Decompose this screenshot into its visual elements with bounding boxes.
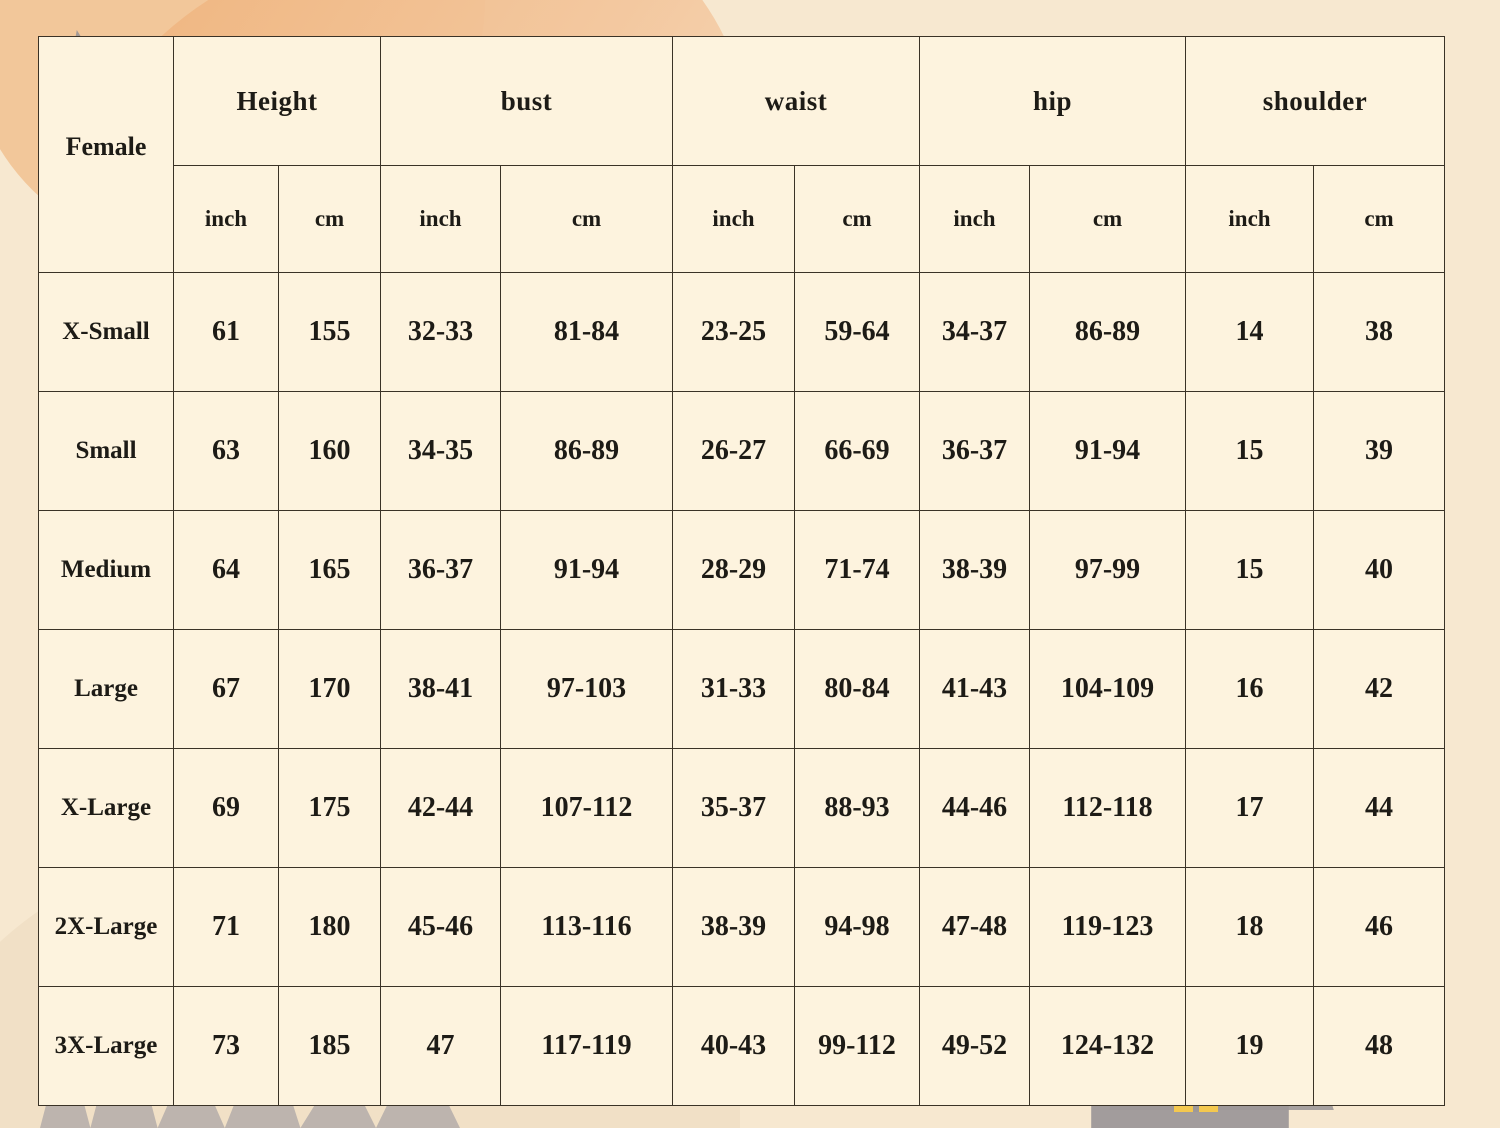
cell-shoulder-cm: 48: [1314, 987, 1445, 1106]
size-label: X-Small: [39, 273, 174, 392]
cell-hip-cm: 97-99: [1030, 511, 1186, 630]
size-label: Large: [39, 630, 174, 749]
cell-bust-inch: 42-44: [381, 749, 501, 868]
table-group-header-row: [39, 37, 1445, 166]
cell-bust-cm: 91-94: [501, 511, 673, 630]
cell-height-cm: 175: [279, 749, 381, 868]
size-label: 3X-Large: [39, 987, 174, 1106]
cell-shoulder-inch: 18: [1186, 868, 1314, 987]
table-row: [39, 630, 1445, 749]
table-row: [39, 868, 1445, 987]
cell-bust-cm: 97-103: [501, 630, 673, 749]
group-header-waist: waist: [673, 37, 920, 166]
cell-hip-cm: 124-132: [1030, 987, 1186, 1106]
cell-height-cm: 165: [279, 511, 381, 630]
cell-waist-cm: 71-74: [795, 511, 920, 630]
size-chart-table: [38, 36, 1445, 1106]
cell-waist-inch: 28-29: [673, 511, 795, 630]
table-unit-header-row: [39, 166, 1445, 273]
cell-height-inch: 61: [174, 273, 279, 392]
cell-waist-inch: 23-25: [673, 273, 795, 392]
cell-waist-cm: 80-84: [795, 630, 920, 749]
cell-hip-inch: 44-46: [920, 749, 1030, 868]
cell-hip-inch: 47-48: [920, 868, 1030, 987]
unit-header-shoulder-inch: inch: [1186, 166, 1314, 273]
table-row: [39, 273, 1445, 392]
cell-bust-inch: 45-46: [381, 868, 501, 987]
group-header-bust: bust: [381, 37, 673, 166]
cell-height-inch: 69: [174, 749, 279, 868]
cell-hip-inch: 41-43: [920, 630, 1030, 749]
cell-shoulder-cm: 38: [1314, 273, 1445, 392]
size-label: 2X-Large: [39, 868, 174, 987]
cell-waist-inch: 31-33: [673, 630, 795, 749]
unit-header-waist-cm: cm: [795, 166, 920, 273]
table-row: [39, 749, 1445, 868]
cell-bust-cm: 117-119: [501, 987, 673, 1106]
unit-header-height-inch: inch: [174, 166, 279, 273]
cell-waist-inch: 38-39: [673, 868, 795, 987]
table-row: [39, 987, 1445, 1106]
cell-shoulder-cm: 42: [1314, 630, 1445, 749]
cell-shoulder-inch: 15: [1186, 511, 1314, 630]
cell-hip-cm: 104-109: [1030, 630, 1186, 749]
cell-waist-cm: 99-112: [795, 987, 920, 1106]
size-label: Medium: [39, 511, 174, 630]
cell-bust-cm: 113-116: [501, 868, 673, 987]
cell-shoulder-inch: 17: [1186, 749, 1314, 868]
table-body: [39, 273, 1445, 1106]
unit-header-height-cm: cm: [279, 166, 381, 273]
size-label: X-Large: [39, 749, 174, 868]
cell-bust-inch: 32-33: [381, 273, 501, 392]
group-header-hip: hip: [920, 37, 1186, 166]
cell-shoulder-cm: 39: [1314, 392, 1445, 511]
cell-bust-inch: 38-41: [381, 630, 501, 749]
unit-header-bust-inch: inch: [381, 166, 501, 273]
cell-shoulder-cm: 44: [1314, 749, 1445, 868]
cell-waist-cm: 59-64: [795, 273, 920, 392]
group-header-shoulder: shoulder: [1186, 37, 1445, 166]
cell-shoulder-cm: 46: [1314, 868, 1445, 987]
cell-waist-cm: 66-69: [795, 392, 920, 511]
cell-bust-cm: 107-112: [501, 749, 673, 868]
corner-label-female: Female: [39, 37, 174, 273]
unit-header-hip-cm: cm: [1030, 166, 1186, 273]
cell-height-inch: 71: [174, 868, 279, 987]
cell-hip-inch: 34-37: [920, 273, 1030, 392]
table-row: [39, 392, 1445, 511]
cell-bust-cm: 81-84: [501, 273, 673, 392]
cell-bust-inch: 47: [381, 987, 501, 1106]
cell-waist-cm: 88-93: [795, 749, 920, 868]
cell-hip-inch: 36-37: [920, 392, 1030, 511]
cell-height-inch: 73: [174, 987, 279, 1106]
cell-bust-inch: 36-37: [381, 511, 501, 630]
cell-shoulder-inch: 19: [1186, 987, 1314, 1106]
cell-height-cm: 160: [279, 392, 381, 511]
cell-height-cm: 170: [279, 630, 381, 749]
cell-hip-cm: 112-118: [1030, 749, 1186, 868]
cell-bust-cm: 86-89: [501, 392, 673, 511]
cell-waist-inch: 40-43: [673, 987, 795, 1106]
cell-waist-inch: 35-37: [673, 749, 795, 868]
size-label: Small: [39, 392, 174, 511]
cell-waist-inch: 26-27: [673, 392, 795, 511]
cell-height-cm: 185: [279, 987, 381, 1106]
table-header: [39, 37, 1445, 273]
cell-bust-inch: 34-35: [381, 392, 501, 511]
cell-height-cm: 180: [279, 868, 381, 987]
cell-hip-cm: 91-94: [1030, 392, 1186, 511]
cell-height-inch: 67: [174, 630, 279, 749]
cell-shoulder-inch: 14: [1186, 273, 1314, 392]
cell-hip-inch: 38-39: [920, 511, 1030, 630]
group-header-height: Height: [174, 37, 381, 166]
cell-shoulder-inch: 15: [1186, 392, 1314, 511]
unit-header-shoulder-cm: cm: [1314, 166, 1445, 273]
unit-header-hip-inch: inch: [920, 166, 1030, 273]
table-row: [39, 511, 1445, 630]
cell-shoulder-cm: 40: [1314, 511, 1445, 630]
cell-hip-cm: 86-89: [1030, 273, 1186, 392]
cell-height-inch: 64: [174, 511, 279, 630]
cell-shoulder-inch: 16: [1186, 630, 1314, 749]
cell-hip-cm: 119-123: [1030, 868, 1186, 987]
cell-waist-cm: 94-98: [795, 868, 920, 987]
unit-header-bust-cm: cm: [501, 166, 673, 273]
cell-height-cm: 155: [279, 273, 381, 392]
unit-header-waist-inch: inch: [673, 166, 795, 273]
cell-height-inch: 63: [174, 392, 279, 511]
size-chart-table-wrapper: [38, 36, 1444, 1106]
cell-hip-inch: 49-52: [920, 987, 1030, 1106]
